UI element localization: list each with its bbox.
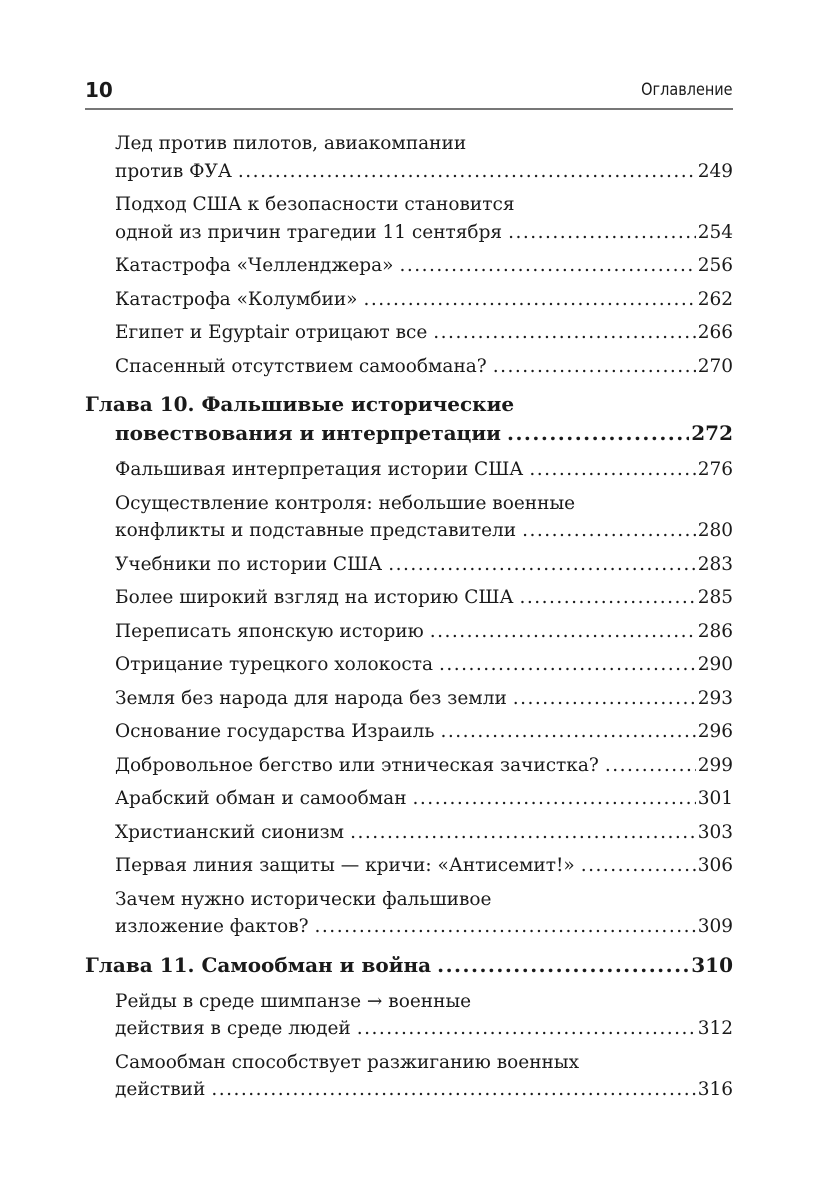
entry-line: [115, 490, 733, 518]
toc-entry[interactable]: [85, 685, 733, 713]
toc-entry[interactable]: [85, 191, 733, 246]
dot-leader: [357, 1015, 696, 1043]
entry-title: конфликты и подставные представители: [115, 520, 517, 541]
toc-chapter[interactable]: [85, 951, 733, 980]
running-title: Оглавление: [641, 80, 733, 100]
entry-title: Более широкий взгляд на историю США: [115, 587, 514, 608]
entry-line: [115, 286, 733, 314]
entry-title: Учебники по истории США: [115, 553, 383, 575]
toc-entry[interactable]: [85, 456, 733, 484]
dot-leader: [364, 286, 696, 314]
entry-page-number: 312: [697, 1018, 733, 1039]
toc-entry[interactable]: [85, 618, 733, 646]
toc-entry[interactable]: [85, 551, 733, 579]
entry-title: изложение фактов?: [115, 916, 309, 937]
entry-page-number: 249: [697, 160, 733, 182]
entry-line: [115, 252, 733, 280]
toc-entry[interactable]: [85, 1049, 733, 1104]
entry-title: Земля без народа для народа без земли: [115, 687, 507, 709]
toc-entry[interactable]: [85, 852, 733, 880]
entry-page-number: 280: [697, 520, 733, 541]
entry-title: Египет и Egyptair отрицают все: [115, 322, 428, 343]
entry-line: [115, 319, 733, 347]
dot-leader: [433, 319, 695, 347]
entry-line: [115, 353, 733, 381]
toc-entry[interactable]: [85, 130, 733, 185]
entry-title: Катастрофа «Колумбии»: [115, 288, 358, 310]
entry-page-number: 296: [697, 721, 733, 742]
entry-line: [115, 718, 733, 746]
dot-leader: [238, 158, 696, 186]
toc-entry[interactable]: [85, 988, 733, 1043]
dot-leader: [529, 456, 695, 484]
entry-title: Арабский обман и самообман: [115, 788, 407, 809]
entry-line: [115, 651, 733, 679]
entry-line: [115, 191, 733, 219]
dot-leader: [522, 517, 696, 545]
entry-line: [115, 1015, 733, 1043]
entry-line: [115, 1049, 733, 1077]
entry-title: Фальшивая интерпретация истории США: [115, 459, 524, 480]
entry-page-number: 316: [697, 1079, 733, 1100]
toc-entry[interactable]: [85, 651, 733, 679]
running-header: [85, 76, 733, 110]
entry-page-number: 290: [697, 654, 733, 675]
entry-title: Переписать японскую историю: [115, 620, 424, 642]
dot-leader: [520, 584, 696, 612]
entry-title: против ФУА: [115, 160, 232, 182]
entry-line: [115, 517, 733, 545]
toc-entry[interactable]: [85, 353, 733, 381]
entry-line: [115, 551, 733, 579]
entry-page-number: 254: [697, 221, 733, 243]
entry-line: [115, 685, 733, 713]
entry-line: [115, 219, 733, 247]
entry-title: действия в среде людей: [115, 1018, 351, 1039]
entry-page-number: 301: [697, 788, 733, 809]
entry-title: Зачем нужно исторически фальшивое: [115, 888, 492, 910]
entry-line: [115, 785, 733, 813]
dot-leader: [211, 1076, 695, 1104]
entry-line: [115, 158, 733, 186]
entry-title: Спасенный отсутствием самообмана?: [115, 355, 487, 377]
toc-entry[interactable]: [85, 718, 733, 746]
dot-leader: [507, 419, 689, 448]
dot-leader: [440, 718, 695, 746]
entry-line: [115, 584, 733, 612]
toc-entry[interactable]: [85, 319, 733, 347]
entry-page-number: 276: [697, 459, 733, 480]
entry-title: Подход США к безопасности становится: [115, 194, 515, 215]
entry-page-number: 286: [697, 620, 733, 642]
entry-title: Христианский сионизм: [115, 821, 345, 843]
entry-page-number: 272: [691, 421, 733, 445]
entry-title: повествования и интерпретации: [115, 421, 501, 445]
entry-page-number: 266: [697, 322, 733, 343]
dot-leader: [388, 551, 695, 579]
entry-title: Самообман способствует разжиганию военных: [115, 1051, 580, 1073]
toc-chapter[interactable]: [85, 390, 733, 448]
entry-line: [115, 886, 733, 914]
entry-page-number: 303: [697, 821, 733, 843]
entry-page-number: 299: [697, 754, 733, 776]
entry-title: Глава 11. Самообман и война: [85, 952, 432, 977]
toc-entry[interactable]: [85, 584, 733, 612]
entry-line: [85, 419, 733, 448]
dot-leader: [508, 219, 696, 247]
dot-leader: [430, 618, 696, 646]
entry-line: [115, 852, 733, 880]
entry-title: одной из причин трагедии 11 сентября: [115, 221, 503, 243]
entry-line: [115, 1076, 733, 1104]
entry-title: Катастрофа «Челленджера»: [115, 255, 394, 276]
page-number: 10: [85, 78, 113, 102]
dot-leader: [581, 852, 696, 880]
entry-page-number: 293: [697, 687, 733, 709]
entry-line: [85, 951, 733, 980]
entry-title: действий: [115, 1079, 206, 1100]
dot-leader: [350, 819, 696, 847]
entry-page-number: 285: [697, 587, 733, 608]
entry-line: [115, 819, 733, 847]
entry-line: [115, 752, 733, 780]
dot-leader: [437, 951, 689, 980]
entry-page-number: 309: [697, 916, 733, 937]
entry-line: [115, 988, 733, 1016]
entry-title: Осуществление контроля: небольшие военные: [115, 492, 576, 514]
entry-title: Первая линия защиты — кричи: «Антисемит!»: [115, 855, 575, 876]
entry-title: Рейды в среде шимпанзе → военные: [115, 990, 472, 1012]
entry-line: [115, 618, 733, 646]
entry-title: Отрицание турецкого холокоста: [115, 654, 433, 675]
entry-title: Основание государства Израиль: [115, 721, 435, 742]
entry-title: Добровольное бегство или этническая зачистка?: [115, 754, 599, 776]
entry-title: Лед против пилотов, авиакомпании: [115, 133, 467, 154]
dot-leader: [513, 685, 696, 713]
entry-line: [115, 456, 733, 484]
entry-page-number: 270: [697, 355, 733, 377]
toc-entry[interactable]: [85, 886, 733, 941]
entry-page-number: 262: [697, 288, 733, 310]
dot-leader: [315, 913, 696, 941]
dot-leader: [605, 752, 696, 780]
toc-entry[interactable]: [85, 490, 733, 545]
entry-page-number: 256: [697, 255, 733, 276]
entry-line: [115, 913, 733, 941]
entry-title: Глава 10. Фальшивые исторические: [85, 392, 515, 416]
toc-entry[interactable]: [85, 752, 733, 780]
entry-page-number: 310: [691, 952, 733, 977]
entry-page-number: 306: [697, 855, 733, 876]
table-of-contents: [85, 130, 733, 1110]
dot-leader: [413, 785, 696, 813]
toc-entry[interactable]: [85, 785, 733, 813]
entry-line: [85, 390, 733, 419]
toc-entry[interactable]: [85, 286, 733, 314]
toc-entry[interactable]: [85, 252, 733, 280]
entry-line: [115, 130, 733, 158]
entry-page-number: 283: [697, 553, 733, 575]
dot-leader: [493, 353, 696, 381]
dot-leader: [399, 252, 695, 280]
dot-leader: [439, 651, 696, 679]
toc-entry[interactable]: [85, 819, 733, 847]
